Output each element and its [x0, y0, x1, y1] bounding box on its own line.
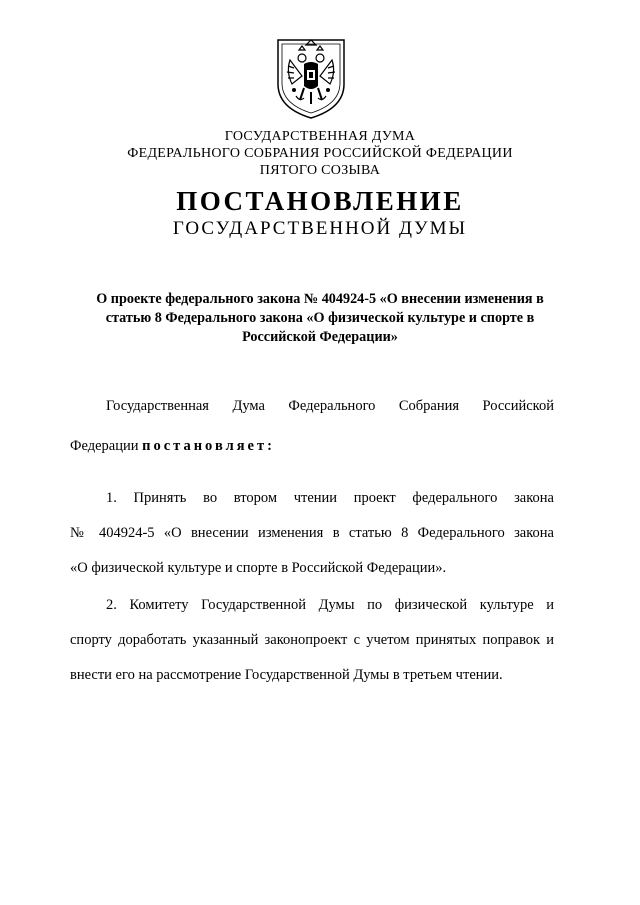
header-line-2: ФЕДЕРАЛЬНОГО СОБРАНИЯ РОССИЙСКОЙ ФЕДЕРАЦИИ — [127, 146, 513, 161]
subject-line-2: статью 8 Федерального закона «О физической культуре и спорте в — [105, 310, 535, 326]
preamble-line-2-text: Федерации — [70, 438, 143, 454]
item-1-line-2: № 404924-5 «О внесении изменения в статью 8 Федерального закона — [70, 525, 554, 541]
item-1-line-1: 1. Принять во втором чтении проект федерального закона — [106, 490, 554, 506]
item-2-line-3: внести его на рассмотрение Государственной Думы в третьем чтении. — [70, 667, 503, 683]
item-2-line-2: спорту доработать указанный законопроект с учетом принятых поправок и — [70, 632, 554, 648]
preamble-line-2 — [70, 437, 554, 455]
document-issuer-title: ГОСУДАРСТВЕННОЙ ДУМЫ — [172, 218, 468, 239]
document-type-title: ПОСТАНОВЛЕНИЕ — [176, 186, 464, 216]
header-line-1: ГОСУДАРСТВЕННАЯ ДУМА — [224, 129, 416, 144]
subject-line-1: О проекте федерального закона № 404924-5 «О внесении изменения в — [96, 291, 544, 307]
subject-line-3: Российской Федерации» — [242, 329, 398, 345]
coat-of-arms-icon — [274, 36, 348, 120]
preamble-paragraph — [70, 397, 554, 455]
decree-word: постановляет: — [142, 438, 275, 454]
item-1-paragraph — [70, 489, 554, 577]
header-line-3: ПЯТОГО СОЗЫВА — [259, 163, 381, 178]
item-2-paragraph — [70, 596, 554, 684]
item-1-line-3: «О физической культуре и спорте в Российской Федерации». — [70, 560, 447, 576]
document-subject — [70, 290, 570, 347]
item-2-line-1: 2. Комитету Государственной Думы по физической культуре и — [106, 597, 554, 613]
preamble-line-1: Государственная Дума Федерального Собрания Российской — [106, 398, 554, 414]
document-header — [0, 128, 640, 179]
